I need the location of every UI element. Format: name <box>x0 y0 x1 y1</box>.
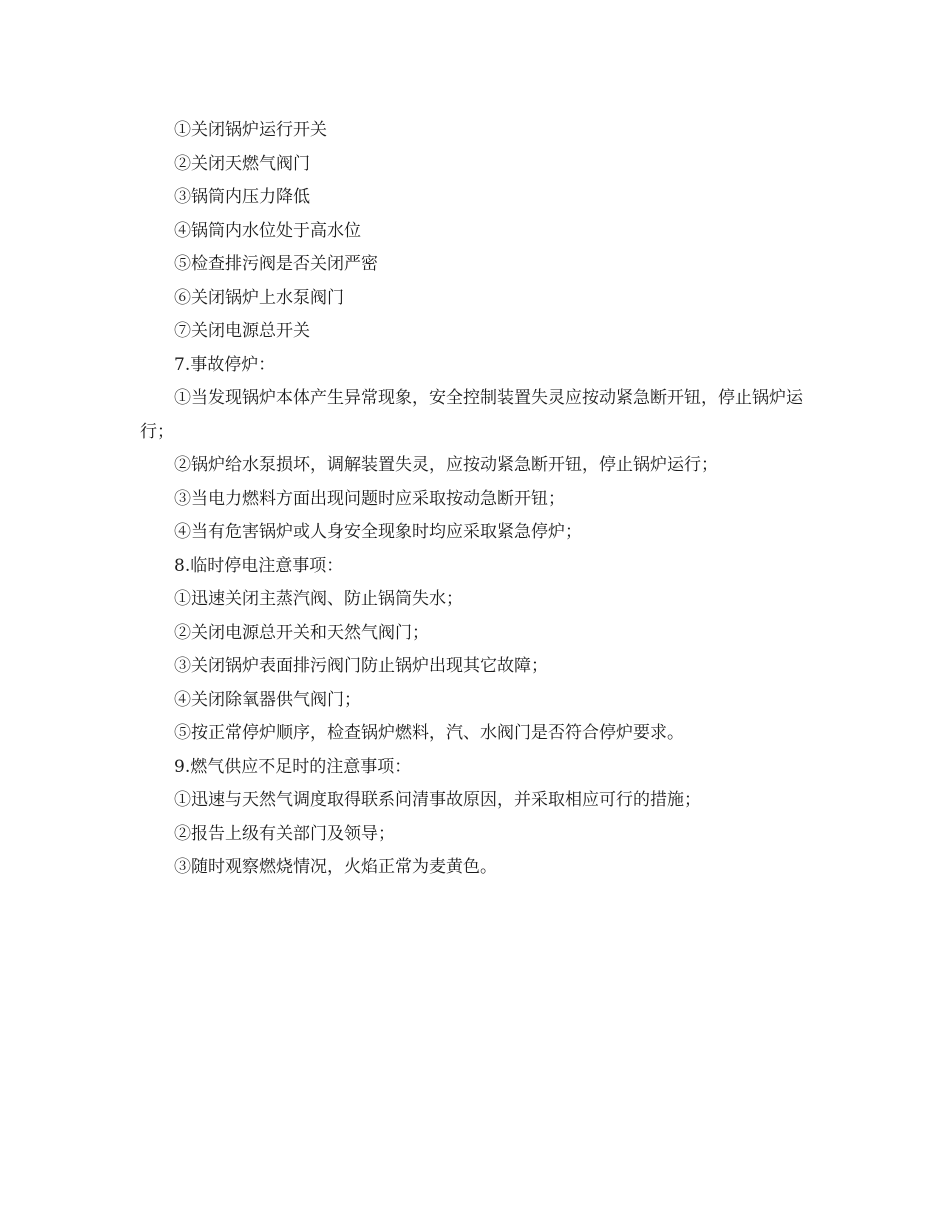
paragraph-step-4: ④锅筒内水位处于高水位 <box>174 220 361 241</box>
section-heading-gas-shortage: 9.燃气供应不足时的注意事项： <box>174 756 412 777</box>
paragraph-emergency-4: ④当有危害锅炉或人身安全现象时均应采取紧急停炉； <box>174 522 582 542</box>
section-heading-emergency-stop: 7.事故停炉： <box>174 354 276 375</box>
paragraph-emergency-1: ①当发现锅炉本体产生异常现象，安全控制装置失灵应按动紧急断开钮，停止锅炉运行； <box>140 388 803 442</box>
paragraph-emergency-2: ②锅炉给水泵损坏，调解装置失灵，应按动紧急断开钮，停止锅炉运行； <box>174 455 718 475</box>
paragraph-step-7: ⑦关闭电源总开关 <box>174 321 310 341</box>
paragraph-emergency-3: ③当电力燃料方面出现问题时应采取按动急断开钮； <box>174 488 565 509</box>
paragraph-outage-5: ⑤按正常停炉顺序，检查锅炉燃料，汽、水阀门是否符合停炉要求。 <box>174 723 684 743</box>
paragraph-step-3: ③锅筒内压力降低 <box>174 187 310 207</box>
section-heading-power-outage: 8.临时停电注意事项： <box>174 555 344 576</box>
paragraph-gas-2: ②报告上级有关部门及领导； <box>174 823 395 844</box>
paragraph-step-5: ⑤检查排污阀是否关闭严密 <box>174 254 378 274</box>
paragraph-outage-3: ③关闭锅炉表面排污阀门防止锅炉出现其它故障； <box>174 656 548 676</box>
paragraph-step-2: ②关闭天燃气阀门 <box>174 153 310 174</box>
paragraph-gas-1: ①迅速与天然气调度取得联系问清事故原因，并采取相应可行的措施； <box>174 790 701 810</box>
paragraph-outage-1: ①迅速关闭主蒸汽阀、防止锅筒失水； <box>174 589 463 609</box>
paragraph-gas-3: ③随时观察燃烧情况，火焰正常为麦黄色。 <box>174 857 497 877</box>
paragraph-outage-2: ②关闭电源总开关和天然气阀门； <box>174 622 429 643</box>
document-body <box>140 114 812 885</box>
paragraph-step-6: ⑥关闭锅炉上水泵阀门 <box>174 287 344 308</box>
paragraph-step-1: ①关闭锅炉运行开关 <box>174 120 327 140</box>
paragraph-outage-4: ④关闭除氧器供气阀门； <box>174 689 361 710</box>
